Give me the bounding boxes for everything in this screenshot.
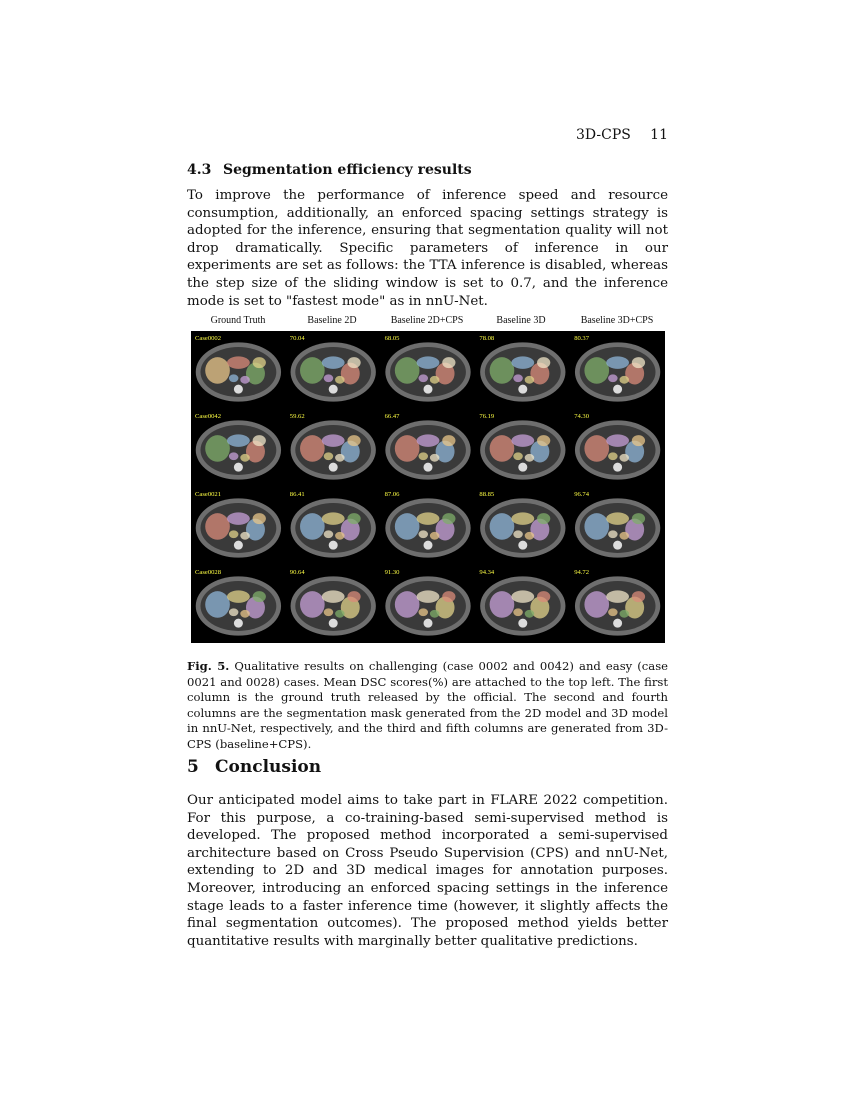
organ-mask [322, 512, 345, 524]
organ-mask [584, 435, 609, 462]
ct-image-grid [191, 331, 665, 643]
organ-mask [513, 530, 522, 538]
paragraph-conclusion: Our anticipated model aims to take part in FLARE 2022 competition. For this purpose, a co-training-based semi-supervised method is developed. The proposed method incorporated a semi-supervised architecture based on Cross Pseudo Supervision (CPS) and nnU-Net, extending to 2D and 3D medical images for annotation purposes. Moreover, introducing an enforced spacing settings in the inference stage leads to a faster inference time (however, it slightly affects the final segmentation outcomes). The proposed method yields better quantitative results with marginally better qualitative predictions. [187, 793, 668, 949]
spine [234, 619, 243, 628]
organ-mask [229, 530, 238, 538]
dsc-score: 70.04 [289, 335, 305, 342]
organ-mask [525, 532, 534, 540]
organ-mask [324, 452, 333, 460]
column-header: Ground Truth [210, 315, 266, 326]
organ-mask [490, 591, 515, 618]
organ-mask [511, 434, 534, 446]
section-title: Conclusion [215, 757, 322, 777]
ct-slice [575, 420, 660, 479]
ct-slice [480, 576, 565, 635]
organ-mask [537, 513, 550, 524]
organ-mask [606, 512, 629, 524]
organ-mask [632, 591, 645, 602]
dsc-score: 68.05 [384, 335, 400, 342]
organ-mask [513, 374, 522, 382]
organ-mask [324, 608, 333, 616]
dsc-score: 91.30 [384, 569, 400, 576]
spine [329, 541, 338, 550]
organ-mask [395, 591, 420, 618]
ct-slice [575, 498, 660, 557]
organ-mask [525, 376, 534, 384]
organ-mask [205, 591, 230, 618]
organ-mask [430, 454, 439, 462]
ct-slice [385, 342, 470, 401]
spine [329, 463, 338, 472]
organ-mask [300, 357, 325, 384]
dsc-score: 59.62 [289, 413, 305, 420]
organ-mask [240, 610, 249, 618]
organ-mask [619, 610, 628, 618]
organ-mask [632, 435, 645, 446]
organ-mask [430, 610, 439, 618]
ct-slice [291, 420, 376, 479]
organ-mask [606, 590, 629, 602]
figure-caption [187, 659, 668, 753]
organ-mask [253, 357, 266, 368]
ct-slice [480, 420, 565, 479]
organ-mask [419, 608, 428, 616]
ct-slice [480, 498, 565, 557]
spine [424, 541, 433, 550]
column-header: Baseline 3D [496, 315, 546, 326]
organ-mask [417, 356, 440, 368]
organ-mask [608, 530, 617, 538]
ct-slice [575, 576, 660, 635]
ct-slice [385, 576, 470, 635]
organ-mask [608, 452, 617, 460]
organ-mask [240, 532, 249, 540]
organ-mask [430, 532, 439, 540]
organ-mask [525, 454, 534, 462]
spine [424, 463, 433, 472]
organ-mask [619, 454, 628, 462]
case-label: Case0028 [195, 569, 222, 576]
ct-slice [291, 576, 376, 635]
dsc-score: 86.41 [289, 491, 305, 498]
organ-mask [632, 357, 645, 368]
organ-mask [205, 513, 230, 540]
figure-label: Fig. 5. [187, 659, 230, 673]
dsc-score: 76.19 [479, 413, 495, 420]
organ-mask [584, 357, 609, 384]
organ-mask [490, 513, 515, 540]
organ-mask [322, 356, 345, 368]
spine [518, 463, 527, 472]
organ-mask [300, 513, 325, 540]
organ-mask [347, 513, 360, 524]
organ-mask [227, 590, 250, 602]
organ-mask [335, 454, 344, 462]
organ-mask [419, 374, 428, 382]
running-head [540, 127, 668, 143]
dsc-score: 94.72 [574, 569, 590, 576]
organ-mask [324, 530, 333, 538]
ct-slice [196, 420, 281, 479]
organ-mask [229, 452, 238, 460]
organ-mask [442, 513, 455, 524]
organ-mask [513, 452, 522, 460]
organ-mask [442, 591, 455, 602]
section-number: 5 [187, 757, 199, 777]
dsc-score: 87.06 [384, 491, 400, 498]
ct-slice [196, 498, 281, 557]
figure-5 [191, 312, 665, 643]
ct-slice [385, 498, 470, 557]
organ-mask [513, 608, 522, 616]
dsc-score: 90.64 [289, 569, 305, 576]
column-header: Baseline 2D [307, 315, 357, 326]
organ-mask [300, 591, 325, 618]
spine [234, 541, 243, 550]
section-heading-4-3 [187, 162, 472, 178]
spine [518, 619, 527, 628]
section-title: Segmentation efficiency results [223, 162, 472, 178]
organ-mask [419, 530, 428, 538]
organ-mask [240, 454, 249, 462]
organ-mask [511, 590, 534, 602]
organ-mask [430, 376, 439, 384]
organ-mask [619, 532, 628, 540]
dsc-score: 94.34 [479, 569, 495, 576]
paragraph-efficiency: To improve the performance of inference speed and resource consumption, additionally, an enforced spacing settings strategy is adopted for the inference, ensuring that segmentation quality will not drop dramatically. Specific parameters of inference in our experiments are set as follows: the TTA inference is disabled, whereas the step size of the sliding window is set to 0.7, and the inference mode is set to "fastest mode" as in nnU-Net. [187, 188, 668, 309]
ct-slice [575, 342, 660, 401]
ct-slice [480, 342, 565, 401]
organ-mask [253, 513, 266, 524]
organ-mask [347, 591, 360, 602]
organ-mask [335, 532, 344, 540]
dsc-score: 96.74 [574, 491, 590, 498]
organ-mask [395, 513, 420, 540]
section-heading-5 [187, 757, 321, 777]
organ-mask [227, 434, 250, 446]
organ-mask [335, 376, 344, 384]
case-label: Case0042 [195, 413, 222, 420]
organ-mask [335, 610, 344, 618]
organ-mask [608, 608, 617, 616]
dsc-score: 80.37 [574, 335, 590, 342]
section-number: 4.3 [187, 162, 212, 178]
organ-mask [608, 374, 617, 382]
organ-mask [347, 435, 360, 446]
spine [234, 385, 243, 394]
organ-mask [584, 591, 609, 618]
organ-mask [229, 374, 238, 382]
organ-mask [584, 513, 609, 540]
organ-mask [322, 434, 345, 446]
organ-mask [442, 357, 455, 368]
spine [613, 385, 622, 394]
ct-slice [291, 342, 376, 401]
organ-mask [205, 357, 230, 384]
case-label: Case0021 [195, 491, 222, 498]
organ-mask [417, 590, 440, 602]
organ-mask [619, 376, 628, 384]
organ-mask [511, 512, 534, 524]
organ-mask [227, 356, 250, 368]
spine [424, 619, 433, 628]
organ-mask [537, 357, 550, 368]
organ-mask [537, 591, 550, 602]
spine [329, 619, 338, 628]
running-title: 3D-CPS [576, 127, 631, 143]
organ-mask [205, 435, 230, 462]
organ-mask [227, 512, 250, 524]
figure-column-headers [191, 312, 665, 332]
organ-mask [606, 356, 629, 368]
spine [613, 463, 622, 472]
ct-slice [196, 342, 281, 401]
column-header: Baseline 3D+CPS [580, 315, 654, 326]
spine [613, 541, 622, 550]
spine [518, 385, 527, 394]
organ-mask [229, 608, 238, 616]
organ-mask [395, 435, 420, 462]
spine [518, 541, 527, 550]
organ-mask [537, 435, 550, 446]
spine [613, 619, 622, 628]
spine [424, 385, 433, 394]
organ-mask [347, 357, 360, 368]
organ-mask [525, 610, 534, 618]
organ-mask [490, 357, 515, 384]
ct-grid-svg [191, 331, 665, 643]
spine [234, 463, 243, 472]
organ-mask [253, 591, 266, 602]
column-header: Baseline 2D+CPS [390, 315, 464, 326]
organ-mask [419, 452, 428, 460]
spine [329, 385, 338, 394]
organ-mask [606, 434, 629, 446]
caption-text: Qualitative results on challenging (case 0002 and 0042) and easy (case 0021 and 0028) cases. Mean DSC scores(%) are attached to the top left. The first column is the ground truth released by the official. The second and fourth columns are the segmentation mask generated from the 2D model and 3D model in nnU-Net, respectively, and the third and fifth columns are generated from 3D-CPS (baseline+CPS). [187, 659, 669, 751]
page-number: 11 [650, 127, 668, 143]
dsc-score: 78.08 [479, 335, 495, 342]
organ-mask [417, 512, 440, 524]
organ-mask [324, 374, 333, 382]
dsc-score: 88.85 [479, 491, 495, 498]
organ-mask [253, 435, 266, 446]
dsc-score: 66.47 [384, 413, 400, 420]
organ-mask [442, 435, 455, 446]
organ-mask [490, 435, 515, 462]
case-label: Case0002 [195, 335, 222, 342]
ct-slice [385, 420, 470, 479]
organ-mask [322, 590, 345, 602]
organ-mask [511, 356, 534, 368]
ct-slice [291, 498, 376, 557]
ct-slice [196, 576, 281, 635]
organ-mask [632, 513, 645, 524]
organ-mask [240, 376, 249, 384]
organ-mask [300, 435, 325, 462]
dsc-score: 74.30 [574, 413, 590, 420]
organ-mask [395, 357, 420, 384]
organ-mask [417, 434, 440, 446]
